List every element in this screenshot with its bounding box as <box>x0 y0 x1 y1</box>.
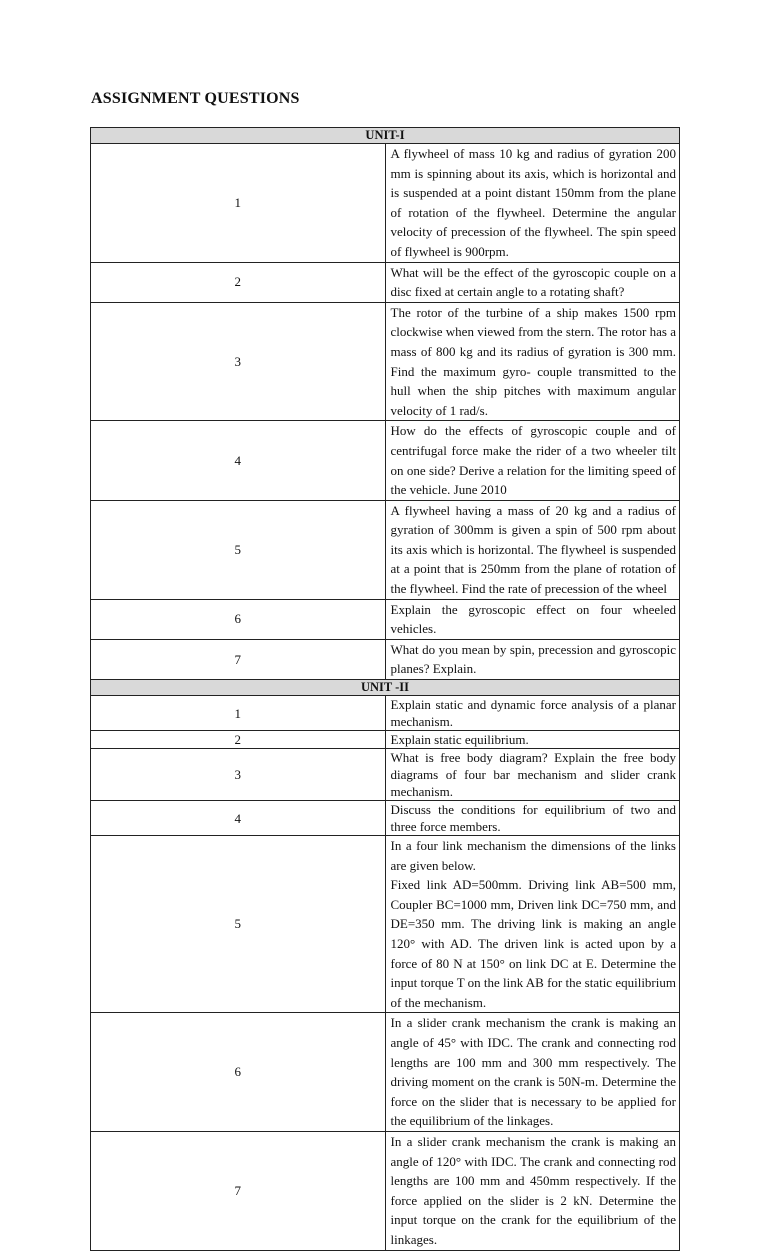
question-text: How do the effects of gyroscopic couple and of centrifugal force make the rider of a two wheeler tilt on one side? Derive a relation for the limiting speed of the vehicle. June 2010 <box>385 421 680 500</box>
question-number: 6 <box>91 1013 386 1132</box>
question-number: 3 <box>91 749 386 801</box>
unit-header-row <box>91 128 680 144</box>
unit-header-row <box>91 680 680 696</box>
table-row <box>91 696 680 731</box>
question-text <box>385 836 680 1013</box>
question-text: Explain static and dynamic force analysis of a planar mechanism. <box>385 696 680 731</box>
question-number: 5 <box>91 500 386 599</box>
question-text: What do you mean by spin, precession and gyroscopic planes? Explain. <box>385 639 680 679</box>
question-text: In a slider crank mechanism the crank is making an angle of 45° with IDC. The crank and connecting rod lengths are 100 mm and 300 mm respectively. The driving moment on the crank is 50N-m. Determine the force on the slider that is necessary to be applied for the equilibrium of the linkages. <box>385 1013 680 1132</box>
question-text: Explain static equilibrium. <box>385 731 680 749</box>
unit-header: UNIT-I <box>91 128 680 144</box>
question-number: 1 <box>91 696 386 731</box>
table-row <box>91 749 680 801</box>
question-text-line: In a four link mechanism the dimensions of the links are given below. <box>390 838 676 873</box>
question-number: 5 <box>91 836 386 1013</box>
table-row <box>91 599 680 639</box>
question-number: 1 <box>91 144 386 263</box>
page-title: ASSIGNMENT QUESTIONS <box>91 90 300 107</box>
table-row <box>91 801 680 836</box>
unit-header: UNIT -II <box>91 680 680 696</box>
table-row <box>91 421 680 500</box>
question-text: Explain the gyroscopic effect on four wheeled vehicles. <box>385 599 680 639</box>
question-text: The rotor of the turbine of a ship makes 1500 rpm clockwise when viewed from the stern. The rotor has a mass of 800 kg and its radius of gyration is 300 mm. Find the maximum gyro- couple transmitted to the hull when the ship pitches with maximum angular velocity of 1 rad/s. <box>385 302 680 421</box>
table-row <box>91 302 680 421</box>
question-text: Discuss the conditions for equilibrium of two and three force members. <box>385 801 680 836</box>
question-number: 4 <box>91 801 386 836</box>
table-row <box>91 1013 680 1132</box>
question-number: 7 <box>91 639 386 679</box>
question-number: 2 <box>91 731 386 749</box>
table-row <box>91 262 680 302</box>
table-row <box>91 144 680 263</box>
question-number: 6 <box>91 599 386 639</box>
question-text: What will be the effect of the gyroscopic couple on a disc fixed at certain angle to a rotating shaft? <box>385 262 680 302</box>
table-row <box>91 500 680 599</box>
question-number: 4 <box>91 421 386 500</box>
question-text: What is free body diagram? Explain the free body diagrams of four bar mechanism and slider crank mechanism. <box>385 749 680 801</box>
table-row <box>91 731 680 749</box>
table-row <box>91 836 680 1013</box>
questions-table <box>90 127 680 1251</box>
question-number: 3 <box>91 302 386 421</box>
question-text: A flywheel of mass 10 kg and radius of gyration 200 mm is spinning about its axis, which is horizontal and is suspended at a point distant 150mm from the plane of rotation of the flywheel. Determine the angular velocity of precession of the flywheel. The spin speed of flywheel is 900rpm. <box>385 144 680 263</box>
question-number: 7 <box>91 1131 386 1250</box>
question-text: A flywheel having a mass of 20 kg and a radius of gyration of 300mm is given a spin of 500 rpm about its axis which is horizontal. The flywheel is suspended at a point that is 250mm from the plane of rotation of the flywheel. Find the rate of precession of the wheel <box>385 500 680 599</box>
table-row <box>91 1131 680 1250</box>
question-number: 2 <box>91 262 386 302</box>
table-row <box>91 639 680 679</box>
question-text: In a slider crank mechanism the crank is making an angle of 120° with IDC. The crank and connecting rod lengths are 100 mm and 450mm respectively. If the force applied on the slider is 2 kN. Determine the input torque on the crank for the equilibrium of the linkages. <box>385 1131 680 1250</box>
question-text-line: Fixed link AD=500mm. Driving link AB=500 mm, Coupler BC=1000 mm, Driven link DC=750 mm, and DE=350 mm. The driving link is making an angle 120° with AD. The driven link is acted upon by a force of 80 N at 150° on link DC at E. Determine the input torque T on the link AB for the static equilibrium of the mechanism. <box>390 877 676 1010</box>
